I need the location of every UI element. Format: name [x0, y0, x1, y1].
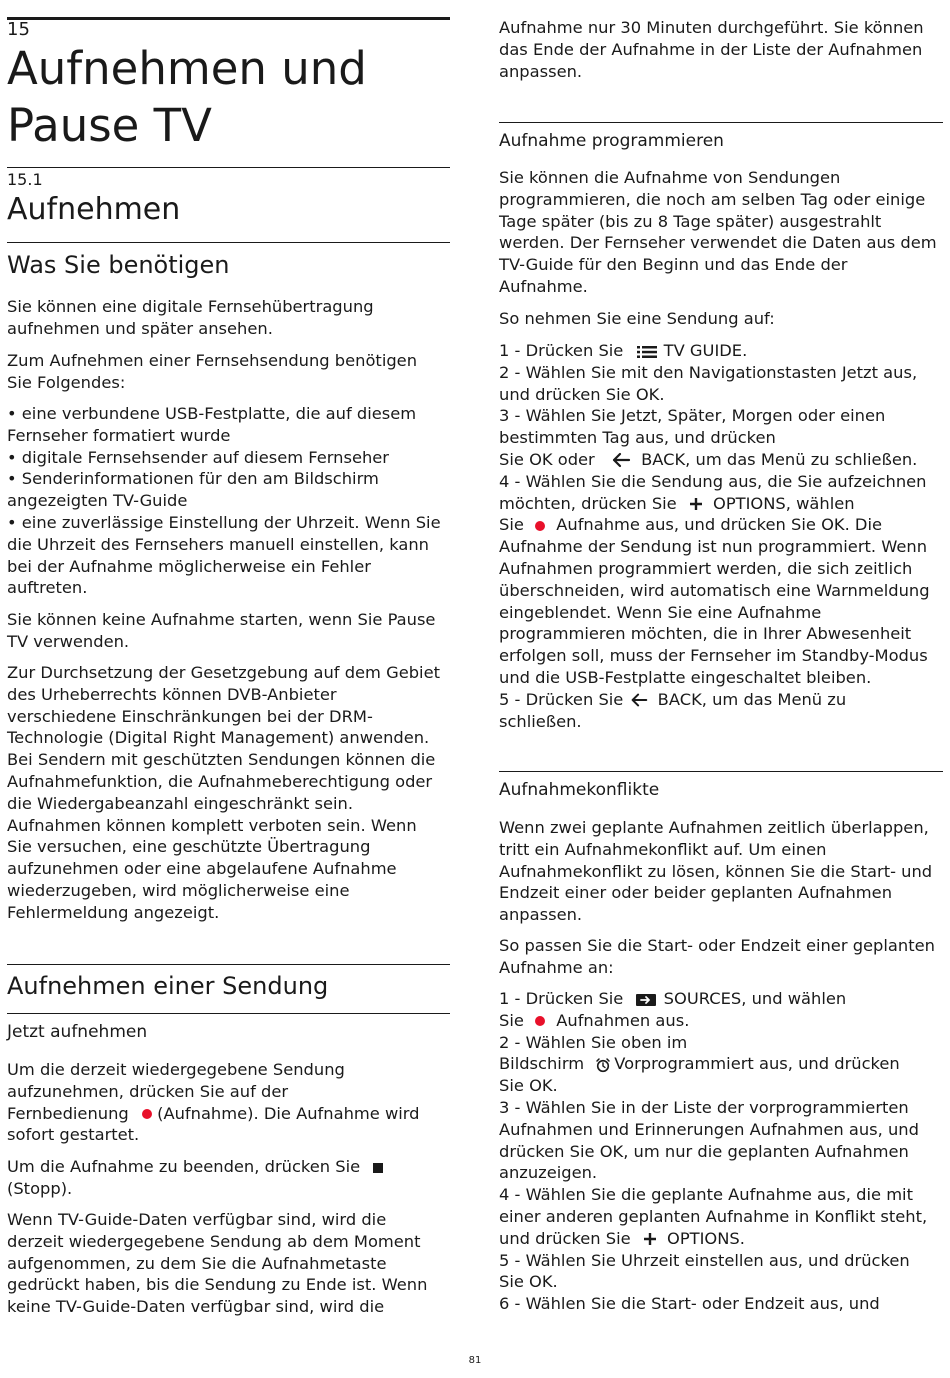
text-line: [7, 1156, 383, 1178]
text-line: überschneiden, wird automatisch eine Warnmeldung: [499, 580, 930, 600]
sources-icon: [635, 993, 657, 1007]
text-line: [499, 1141, 927, 1163]
text-line: verschiedene Einschränkungen bei der DRM-: [7, 706, 373, 726]
text-line: erfolgen soll, muss der Fernseher im Standby-Modus: [499, 646, 928, 666]
text-line: anzuzeigen.: [499, 1163, 598, 1183]
text-fragment: OK, um nur die geplanten Aufnahmen: [599, 1141, 909, 1161]
text-line: Aufnahmen programmiert werden, die sich zeitlich: [499, 558, 913, 578]
text-line: die Wiedergabeanzahl eingeschränkt sein.: [7, 793, 354, 813]
paragraph: [7, 350, 417, 394]
text-fragment: aus, und drücken Sie: [639, 515, 822, 535]
paragraph: [499, 935, 935, 979]
paragraph: [499, 167, 937, 298]
step-4: 4 - Wählen Sie die geplante Aufnahme aus, die mit: [499, 1185, 913, 1205]
text-line: Sie können die Aufnahme von Sendungen: [499, 168, 841, 187]
text-fragment: OK oder: [529, 449, 600, 469]
text-fragment: Sie: [499, 1010, 530, 1030]
subheading-rule: [499, 771, 943, 772]
text-line: wiederzugeben, wird möglicherweise eine: [7, 880, 350, 900]
heading-conflicts: Aufnahmekonflikte: [499, 780, 660, 800]
text-line: und drücken Sie OK.: [499, 384, 665, 404]
text-line: Sie können eine digitale Fernsehübertragung: [7, 297, 374, 316]
schedule-steps: [499, 340, 930, 732]
text-line: programmieren, die noch am selben Tag oder einige: [499, 189, 926, 209]
text-line: [499, 1010, 927, 1032]
step-1: [499, 988, 927, 1010]
text-line: Aufnahmefunktion, die Aufnahmeberechtigung oder: [7, 771, 433, 791]
paragraph: [7, 609, 435, 653]
alarm-clock-icon: [595, 1057, 611, 1073]
text-fragment: aus,: [877, 362, 918, 382]
now-keyword: Jetzt: [841, 362, 878, 382]
chapter-title-line2: Pause TV: [7, 99, 212, 152]
step-2: [499, 362, 930, 384]
text-fragment: Bildschirm: [499, 1054, 590, 1074]
text-fragment: ,: [721, 406, 732, 426]
text-line: [499, 493, 930, 515]
text-line: Aufnahme.: [499, 276, 588, 296]
step-4: 4 - Wählen Sie die Sendung aus, die Sie aufzeichnen: [499, 471, 927, 491]
page-number: 81: [468, 1355, 482, 1366]
chapter-rule: [7, 17, 450, 20]
text-line: werden. Der Fernseher verwendet die Daten aus dem: [499, 233, 937, 253]
text-line: aufzunehmen oder eine abgelaufene Aufnahme: [7, 859, 397, 879]
text-fragment: OPTIONS, wählen: [707, 493, 855, 513]
text-fragment: 5 - Wählen Sie: [499, 1250, 622, 1270]
record-icon: [535, 1016, 545, 1026]
later-keyword: Später: [667, 406, 722, 426]
text-line: (Stopp).: [7, 1178, 73, 1198]
tomorrow-keyword: Morgen: [731, 406, 793, 426]
text-fragment: TV GUIDE.: [658, 341, 748, 360]
plus-options-icon: [688, 496, 704, 512]
text-fragment: aus, und drücken: [753, 1054, 900, 1074]
paragraph: So nehmen Sie eine Sendung auf:: [499, 309, 775, 328]
text-fragment: Fernbedienung: [7, 1103, 134, 1123]
paragraph: [7, 662, 440, 924]
text-line: einer anderen geplanten Aufnahme in Konflikt steht,: [499, 1206, 928, 1226]
text-fragment: OK.: [529, 1076, 558, 1096]
step-1: [499, 340, 930, 362]
text-line: Sie versuchen, eine geschützte Übertragung: [7, 837, 371, 857]
step-2: 2 - Wählen Sie oben im: [499, 1032, 688, 1052]
text-line: [499, 1053, 927, 1075]
text-fragment: , und wählen: [741, 989, 847, 1008]
record-icon: [535, 521, 545, 531]
recordings-keyword: Aufnahmen: [551, 1010, 651, 1030]
text-line: Sie können keine Aufnahme starten, wenn Sie Pause: [7, 610, 436, 629]
text-fragment: Sie: [499, 1076, 530, 1096]
text-fragment: drücken Sie: [499, 1141, 600, 1161]
stop-icon: [373, 1163, 383, 1173]
step-6: 6 - Wählen Sie die Start- oder Endzeit aus, und: [499, 1294, 880, 1314]
text-line: aufnehmen und später ansehen.: [7, 318, 273, 338]
list-item: • eine verbundene USB-Festplatte, die auf diesem: [7, 404, 417, 423]
text-line: Endzeit einer oder beider geplanten Aufnahmen: [499, 883, 893, 903]
text-fragment: und drücken Sie: [499, 1228, 636, 1248]
text-line: tritt ein Aufnahmekonflikt auf. Um einen: [499, 839, 827, 859]
heading-record-now: Jetzt aufnehmen: [7, 1022, 148, 1042]
step-3: 3 - Wählen Sie in der Liste der vorprogrammierten: [499, 1097, 909, 1117]
heading-schedule: Aufnahme programmieren: [499, 131, 724, 151]
text-line: Sie Folgendes:: [7, 372, 126, 392]
text-line: Aufnahme an:: [499, 957, 614, 977]
text-fragment: (Aufnahme). Die Aufnahme wird: [151, 1103, 420, 1123]
text-fragment: BACK, um das Menü zu: [652, 689, 847, 709]
text-line: keine TV-Guide-Daten verfügbar sind, wird die: [7, 1297, 385, 1317]
text-line: und die USB-Festplatte eingeschaltet bleiben.: [499, 667, 872, 687]
subheading-rule: [7, 1013, 450, 1014]
section-rule: [7, 167, 450, 168]
text-line: Tage später (bis zu 8 Tage später) ausgestrahlt: [499, 211, 882, 231]
paragraph-continued: [499, 17, 924, 82]
text-fragment: BACK, um das Menü zu schließen.: [635, 449, 918, 469]
text-fragment: möchten, drücken Sie: [499, 493, 682, 513]
text-line: TV verwenden.: [7, 631, 130, 651]
record-icon: [142, 1109, 152, 1119]
tv-guide-icon: [635, 345, 659, 359]
text-line: programmieren möchten, die in Ihrer Abwesenheit: [499, 624, 912, 644]
text-line: gedrückt haben, bis die Sendung zu Ende ist. Wenn: [7, 1275, 428, 1295]
text-fragment: 3 - Wählen Sie: [499, 406, 622, 426]
text-fragment: aus, und: [843, 1119, 919, 1139]
text-line: [7, 1103, 420, 1125]
text-line: Bei Sendern mit geschützten Sendungen können die: [7, 750, 436, 770]
text-line: derzeit wiedergegebene Sendung ab dem Moment: [7, 1231, 421, 1251]
text-line: [499, 514, 930, 536]
text-fragment: Um die Aufnahme zu beenden, drücken Sie: [7, 1157, 366, 1176]
list-item: • digitale Fernsehsender auf diesem Fernseher: [7, 447, 390, 467]
back-arrow-icon: [610, 452, 632, 468]
text-line: Aufnahmen können komplett verboten sein. Wenn: [7, 815, 417, 835]
text-line: Technologie (Digital Right Management) anwenden.: [7, 728, 430, 748]
text-line: Zum Aufnehmen einer Fernsehsendung benötigen: [7, 351, 418, 370]
text-line: anpassen.: [499, 61, 583, 81]
text-fragment: OPTIONS.: [661, 1228, 745, 1248]
text-fragment: Sie: [499, 449, 530, 469]
chapter-number: 15: [7, 19, 30, 40]
record-keyword: Aufnahme: [551, 515, 640, 535]
text-line: eingeblendet. Wenn Sie eine Aufnahme: [499, 602, 822, 622]
paragraph: [7, 296, 374, 340]
text-line: schließen.: [499, 711, 582, 731]
paragraph: [7, 1156, 383, 1200]
text-line: Aufnahme der Sendung ist nun programmiert. Wenn: [499, 537, 928, 557]
now-keyword: Jetzt: [621, 406, 658, 426]
text-fragment: Aufnahmen und Erinnerungen: [499, 1119, 750, 1139]
sources-keyword: SOURCES: [658, 989, 742, 1008]
text-line: [499, 1119, 927, 1141]
text-line: des Urheberrechts können DVB-Anbieter: [7, 684, 337, 704]
text-fragment: OK. Die: [821, 515, 883, 535]
list-item: Fernseher formatiert wurde: [7, 425, 231, 445]
plus-options-icon: [642, 1231, 658, 1247]
subheading-rule: [499, 122, 943, 123]
text-fragment: ,: [657, 406, 668, 426]
requirements-list: [7, 403, 441, 599]
paragraph: [7, 1059, 420, 1146]
text-line: [499, 1228, 927, 1250]
text-line: bestimmten Tag aus, und drücken: [499, 428, 776, 448]
conflict-steps: [499, 988, 927, 1315]
text-fragment: aus.: [650, 1010, 690, 1030]
text-line: Aufnahmekonflikt zu lösen, können Sie die Start- und: [499, 861, 933, 881]
set-time-keyword: Uhrzeit einstellen: [621, 1250, 764, 1270]
text-fragment: 2 - Wählen Sie mit den Navigationstasten: [499, 362, 842, 382]
text-line: So passen Sie die Start- oder Endzeit einer geplanten: [499, 936, 935, 955]
text-fragment: 1 - Drücken Sie: [499, 989, 629, 1008]
paragraph: [499, 817, 932, 926]
step-5: [499, 689, 930, 711]
list-item: die Uhrzeit des Fernsehers manuell einstellen, kann: [7, 534, 429, 554]
recordings-keyword: Aufnahmen: [828, 39, 923, 59]
text-fragment: 1 - Drücken Sie: [499, 341, 629, 360]
chapter-title-line1: Aufnehmen und: [7, 42, 367, 95]
section-number: 15.1: [7, 170, 43, 189]
heading-rule: [7, 242, 450, 243]
text-line: Wenn zwei geplante Aufnahmen zeitlich überlappen,: [499, 818, 929, 837]
scheduled-keyword: Vorprogrammiert: [614, 1054, 754, 1074]
list-item: angezeigten TV-Guide: [7, 491, 188, 511]
list-item: auftreten.: [7, 578, 88, 598]
text-line: [499, 449, 930, 471]
text-line: Um die derzeit wiedergegebene Sendung: [7, 1060, 345, 1079]
paragraph: [7, 1209, 427, 1318]
text-line: aufzunehmen, drücken Sie auf der: [7, 1081, 289, 1101]
text-fragment: oder einen: [792, 406, 886, 426]
list-item: bei der Aufnahme möglicherweise ein Fehler: [7, 556, 371, 576]
list-item: • Senderinformationen für den am Bildschirm: [7, 469, 379, 489]
heading-rule: [7, 964, 450, 965]
text-line: aufgenommen, zu dem Sie die Aufnahmetaste: [7, 1253, 387, 1273]
step-5: [499, 1250, 927, 1272]
text-line: [499, 1075, 927, 1097]
text-line: TV-Guide für den Beginn und das Ende der: [499, 255, 848, 275]
text-line: Fehlermeldung angezeigt.: [7, 902, 220, 922]
text-fragment: das Ende der Aufnahme in der Liste der: [499, 39, 829, 59]
text-line: sofort gestartet.: [7, 1125, 140, 1145]
heading-record-show: Aufnehmen einer Sendung: [7, 972, 329, 1000]
back-arrow-icon: [629, 692, 649, 708]
section-title: Aufnehmen: [7, 192, 181, 227]
step-3: [499, 405, 930, 427]
heading-what-you-need: Was Sie benötigen: [7, 251, 230, 279]
text-line: Aufnahme nur 30 Minuten durchgeführt. Sie können: [499, 18, 924, 37]
list-item: • eine zuverlässige Einstellung der Uhrzeit. Wenn Sie: [7, 512, 441, 532]
text-line: Sie OK.: [499, 1272, 558, 1292]
text-line: [499, 39, 924, 61]
recordings-keyword: Aufnahmen: [749, 1119, 844, 1139]
text-line: anpassen.: [499, 905, 583, 925]
text-fragment: Sie: [499, 515, 530, 535]
text-line: Zur Durchsetzung der Gesetzgebung auf dem Gebiet: [7, 663, 440, 682]
text-fragment: aus, und drücken: [763, 1250, 910, 1270]
text-fragment: 5 - Drücken Sie: [499, 689, 629, 709]
text-line: Wenn TV-Guide-Daten verfügbar sind, wird die: [7, 1210, 387, 1229]
